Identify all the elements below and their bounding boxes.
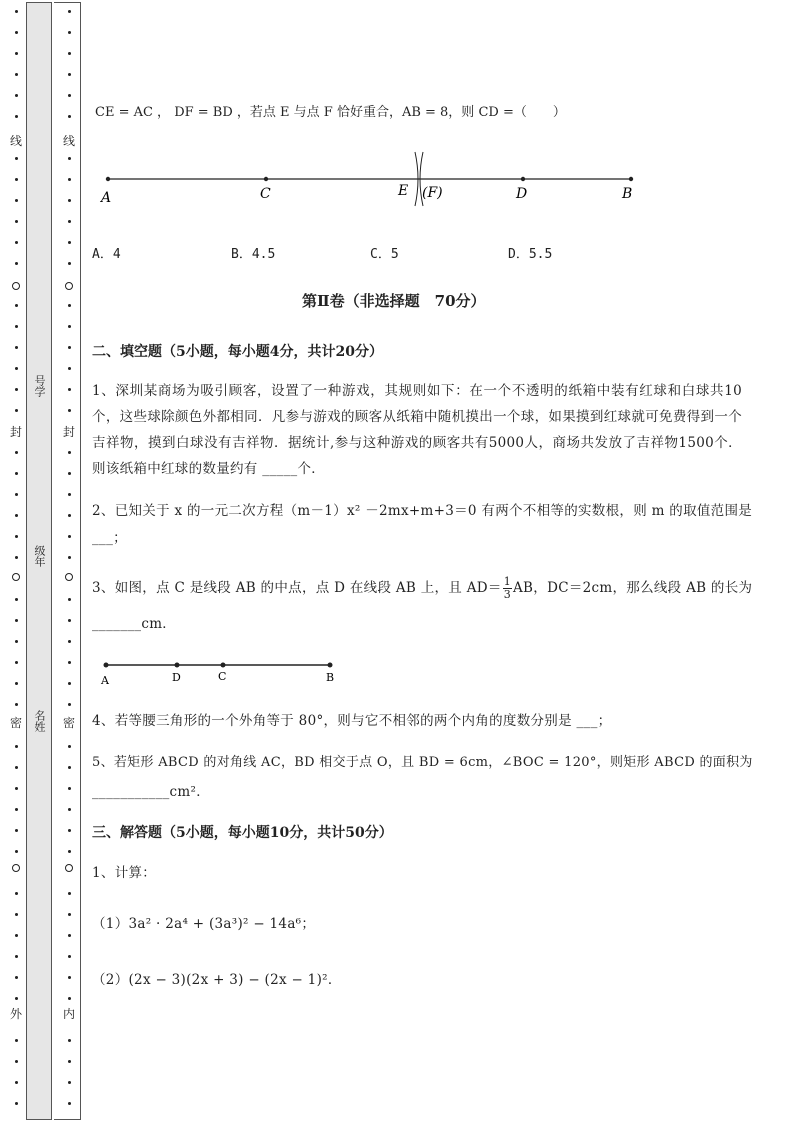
seal-dot [68,1081,71,1084]
seal-dot [68,556,71,559]
seal-dot [15,472,18,475]
section-fill-blank-title: 二、填空题（5小题，每小题4分，共计20分） [92,344,383,360]
seal-char-outer-2: 封 [9,425,22,439]
seal-dot [68,829,71,832]
seal-dot [15,1039,18,1042]
part-two-title: 第Ⅱ卷（非选择题 70分） [302,292,486,310]
seal-dot [15,346,18,349]
seal-dot [68,997,71,1000]
seal-dot [15,829,18,832]
seal-dot [68,241,71,244]
seal-dot [15,976,18,979]
seal-dot [15,241,18,244]
point-a [104,663,109,668]
fraction-denominator: 3 [503,588,511,601]
seal-dot [15,556,18,559]
label-c: C [260,186,271,202]
seal-dot [68,661,71,664]
label-d: D [516,186,528,202]
fill-question-2-line2: ___； [92,530,127,546]
seal-dot [68,640,71,643]
seal-dot [15,388,18,391]
seal-dot [15,640,18,643]
solve-question-1-title: 1、计算： [92,865,157,881]
seal-dot [68,934,71,937]
seal-dot [15,997,18,1000]
seal-dot [15,31,18,34]
seal-dot [15,367,18,370]
seal-dot [68,682,71,685]
fill-question-3-line2: _______cm． [92,616,177,632]
seal-dot [15,745,18,748]
seal-dot [15,325,18,328]
seal-dot [15,787,18,790]
label-f: (F) [422,185,443,201]
fill-question-3-text-b: AB，DC＝2cm，那么线段 AB 的长为 [513,580,753,596]
label-a: A [101,674,109,687]
seal-dot [68,787,71,790]
seal-ring-icon [12,864,20,872]
seal-dot [15,619,18,622]
seal-dot [68,157,71,160]
seal-dot [15,493,18,496]
fraction-one-third [503,576,512,601]
seal-dot [15,10,18,13]
fill-question-3-line1 [92,575,753,601]
seal-dot [68,31,71,34]
seal-dot [15,535,18,538]
seal-dot [15,157,18,160]
seal-dot [15,1060,18,1063]
section-solve-title: 三、解答题（5小题，每小题10分，共计50分） [92,825,393,841]
seal-dot [15,73,18,76]
seal-dot [68,913,71,916]
seal-dot [68,10,71,13]
seal-dot [68,472,71,475]
seal-dot [68,178,71,181]
option-d: D．5.5 [508,247,553,262]
point-a [106,177,110,181]
segment-figure-2 [98,656,348,688]
seal-dot [15,409,18,412]
label-b: B [622,186,633,202]
fill-question-5-line2: ___________cm²． [92,784,211,800]
seal-ring-icon [12,573,20,581]
seal-dot [15,661,18,664]
seal-dot [68,766,71,769]
seal-dot [68,262,71,265]
seal-dot [68,1102,71,1105]
option-c: C．5 [370,247,399,262]
student-grade-label: 级年 [33,545,46,567]
seal-dot [15,766,18,769]
seal-dot [15,514,18,517]
seal-dot [68,493,71,496]
point-b [629,177,633,181]
seal-dot [15,262,18,265]
solve-question-1-part-2: （2）(2x − 3)(2x + 3) − (2x − 1)²． [92,972,342,988]
seal-dot [15,94,18,97]
seal-dot [68,115,71,118]
seal-ring-icon [65,282,73,290]
seal-dot [68,514,71,517]
seal-dot [15,850,18,853]
point-d [175,663,180,668]
seal-dot [68,304,71,307]
seal-char-outer-4: 外 [9,1007,22,1021]
seal-ring-icon [65,573,73,581]
seal-dot [68,73,71,76]
seal-dot [15,304,18,307]
seal-dot [15,451,18,454]
seal-dot [15,808,18,811]
seal-dot [15,220,18,223]
inner-seal-strip [54,2,81,1120]
option-b: B．4.5 [231,247,276,262]
seal-dot [68,619,71,622]
student-id-label: 号学 [33,375,46,397]
seal-dot [15,199,18,202]
seal-dot [68,199,71,202]
seal-dot [15,178,18,181]
seal-dot [68,703,71,706]
point-c [264,177,268,181]
seal-dot [68,976,71,979]
fill-question-1: 1、深圳某商场为吸引顾客，设置了一种游戏，其规则如下：在一个不透明的纸箱中装有红球和白球共10个，这些球除颜色外都相同．凡参与游戏的顾客从纸箱中随机摸出一个球，如果摸到红球就可免费得到一个吉祥物，摸到白球没有吉祥物．据统计,参与这种游戏的顾客共有5000人，商场共发放了吉祥物1500个．则该纸箱中红球的数量约有 _____个． [92,383,742,477]
seal-dot [68,367,71,370]
student-name-label: 名姓 [33,710,46,732]
seal-ring-icon [12,282,20,290]
binding-margin [0,0,82,1123]
seal-dot [68,451,71,454]
seal-char-outer-3: 密 [9,716,22,730]
label-d: D [172,671,181,684]
seal-dot [15,598,18,601]
seal-dot [68,850,71,853]
fill-question-4: 4、若等腰三角形的一个外角等于 80°，则与它不相邻的两个内角的度数分别是 ___； [92,713,612,729]
seal-dot [68,325,71,328]
fill-question-5-line1: 5、若矩形 ABCD 的对角线 AC，BD 相交于点 O，且 BD = 6cm，∠BOC = 120°，则矩形 ABCD 的面积为 [92,755,753,770]
seal-dot [68,388,71,391]
question-continued-text: CE = AC ， DF = BD ，若点 E 与点 F 恰好重合，AB = 8，则 CD =（ ） [95,105,566,120]
seal-char-inner-4: 内 [62,1007,75,1021]
fill-question-3-text-a: 3、如图，点 C 是线段 AB 的中点，点 D 在线段 AB 上，且 AD＝ [92,580,502,596]
seal-dot [15,1081,18,1084]
seal-char-inner-2: 封 [62,425,75,439]
seal-dot [15,913,18,916]
seal-char-inner-1: 线 [62,134,75,148]
seal-dot [15,892,18,895]
seal-dot [68,94,71,97]
seal-dot [68,955,71,958]
seal-dot [15,52,18,55]
point-b [328,663,333,668]
label-e: E [398,183,409,199]
seal-dot [68,745,71,748]
solve-question-1-part-1: （1）3a² · 2a⁴ + (3a³)² − 14a⁶； [92,916,316,932]
seal-dot [68,598,71,601]
option-a: A．4 [92,247,121,262]
seal-char-outer-1: 线 [9,134,22,148]
fill-question-2-line1: 2、已知关于 x 的一元二次方程（m－1）x² －2mx+m+3＝0 有两个不相等的实数根，则 m 的取值范围是 [92,503,753,519]
seal-dot [15,955,18,958]
segment-figure-1 [95,148,655,208]
seal-char-inner-3: 密 [62,716,75,730]
seal-dot [68,1039,71,1042]
seal-dot [15,703,18,706]
seal-dot [15,934,18,937]
seal-dot [68,535,71,538]
fraction-numerator: 1 [503,575,511,588]
label-b: B [326,671,335,684]
seal-dot [68,409,71,412]
seal-ring-icon [65,864,73,872]
label-a: A [101,190,112,206]
seal-dot [15,115,18,118]
point-d [521,177,525,181]
seal-dot [68,52,71,55]
point-c [221,663,226,668]
seal-dot [68,808,71,811]
seal-dot [68,1060,71,1063]
seal-dot [15,682,18,685]
seal-dot [15,1102,18,1105]
label-c: C [218,670,227,683]
seal-dot [68,220,71,223]
seal-dot [68,892,71,895]
seal-dot [68,346,71,349]
